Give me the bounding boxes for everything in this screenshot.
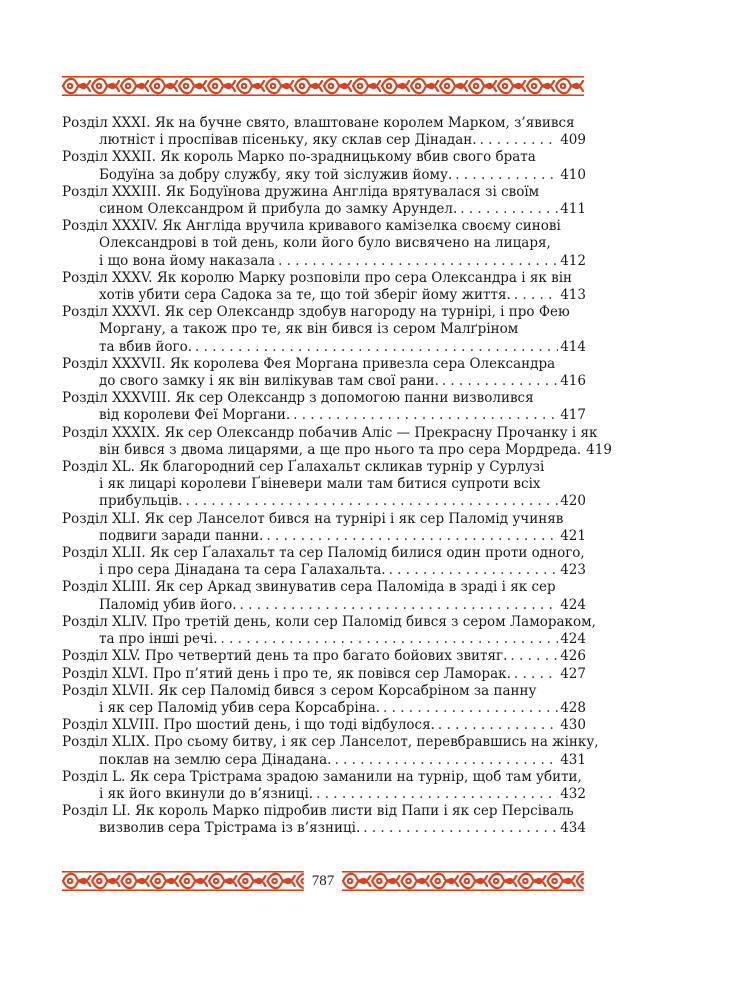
toc-entry-text: визволив сера Трістрама із в’язниці. [99, 820, 361, 837]
toc-entry-page: 426 [560, 648, 586, 665]
toc-entry-line [62, 666, 586, 683]
toc-entry-text: до свого замку і як він вилікував там свої рани. [99, 373, 439, 390]
toc-entry-line [62, 683, 586, 700]
toc-entry-text: і як лицарі королеви Ґвіневери мали там битися супроти всіх [99, 476, 541, 493]
toc-entry-line [62, 287, 586, 304]
leader-dots [360, 820, 558, 837]
toc-entry-page: 430 [560, 717, 586, 734]
leader-dots [183, 493, 559, 510]
toc-entry-line [62, 339, 586, 356]
toc-entry-line [62, 253, 586, 270]
toc-entry-line [62, 803, 586, 820]
leader-dots [380, 700, 558, 717]
toc-entry [62, 424, 612, 459]
toc-entry [62, 769, 586, 803]
toc-entry-line [62, 149, 586, 166]
toc-entry-line [62, 631, 586, 648]
leader-dots [263, 528, 558, 545]
toc-entry-page: 423 [560, 562, 586, 579]
toc-entry-line [62, 648, 586, 665]
toc-entry-page: 413 [560, 287, 586, 304]
toc-entry-text: Розділ XXXII. Як король Марко по-зрадницькому вбив свого брата [62, 149, 536, 166]
toc-entry-line [62, 769, 586, 786]
toc-entry-text: Моргану, а також про те, як він бився із сером Малґріном [99, 321, 519, 338]
toc-entry-line [62, 321, 586, 338]
toc-entry-text: від королеви Феї Моргани. [99, 407, 291, 424]
toc-entry-line [62, 390, 586, 407]
leader-dots [237, 597, 559, 614]
toc-entry-line [62, 562, 586, 579]
toc-entry-text: Розділ L. Як сера Трістрама зрадою заманили на турнір, щоб там убити, [62, 768, 582, 785]
bottom-ornament-footer [62, 870, 584, 892]
toc-entry-line [62, 407, 586, 424]
toc-entry-line [62, 459, 586, 476]
toc-entry-text: Розділ XXXVIII. Як сер Олександр з допомогою панни визволився [62, 390, 534, 407]
toc-entry [62, 666, 586, 683]
toc-entry [62, 648, 586, 665]
leader-dots [331, 752, 558, 769]
toc-entry-text: лютніст і проспівав пісеньку, яку склав сер Дінадан. [99, 132, 477, 149]
toc-entry [62, 683, 586, 717]
toc-entry-page: 419 [586, 441, 612, 458]
toc-entry-line [62, 373, 586, 390]
toc-entry-line [62, 700, 586, 717]
toc-entry-text: Розділ XXXIX. Як сер Олександр побачив Аліс — Прекрасну Прочанку і як [62, 424, 598, 441]
leader-dots [218, 631, 559, 648]
toc-entry-text: Паломід убив його. [99, 596, 237, 613]
toc-entry [62, 613, 596, 648]
toc-entry-text: Розділ XLIII. Як сер Аркад звинуватив сера Паломіда в зраді і як сер [62, 579, 556, 596]
toc-entry-text: та про інші речі. [99, 631, 218, 648]
toc-entry-text: та вбив його. [99, 338, 193, 355]
toc-entry-line [62, 734, 599, 751]
toc-entry-text: Бодуїна за добру службу, яку той зіслужив йому. [99, 166, 453, 183]
toc-entry-text: подвиги заради панни. [99, 527, 264, 544]
toc-entry-line [62, 476, 586, 493]
toc-entry-text: Розділ LI. Як король Марко підробив листи від Папи і як сер Персіваль [62, 803, 574, 820]
toc-entry-line [62, 441, 612, 459]
toc-entry-text: і як його вкинули до в’язниці. [99, 785, 314, 802]
toc-entry [62, 545, 586, 579]
table-of-contents [62, 115, 612, 838]
leader-dots [435, 717, 558, 734]
toc-entry-text: Розділ XLVI. Про п’ятий день і про те, як повівся сер Ламорак. [62, 665, 511, 682]
toc-entry-page: 428 [560, 699, 586, 716]
toc-entry-page: 414 [560, 338, 586, 355]
toc-entry [62, 356, 586, 390]
toc-entry-text: Розділ XLVIII. Про шостий день, і що тоді відбулося. [62, 717, 435, 734]
toc-entry-text: Розділ XXXVII. Як королева Фея Моргана привезла сера Олександра [62, 355, 556, 372]
toc-entry-line [62, 597, 586, 614]
toc-entry-text: Розділ XXXIV. Як Англіда вручила кривавого камізелка своєму синові [62, 218, 561, 235]
toc-entry-line [62, 356, 586, 373]
toc-entry-page: 409 [560, 132, 586, 149]
leader-dots [452, 167, 558, 184]
leader-dots [192, 339, 558, 356]
toc-entry-line [62, 115, 586, 132]
bottom-ornament-left [62, 870, 304, 892]
leader-dots [511, 666, 558, 683]
toc-entry-text: Розділ XLIV. Про третій день, коли сер Паломід бився з сером Ламораком, [62, 613, 596, 630]
toc-entry-line [62, 270, 586, 287]
toc-entry [62, 270, 586, 304]
toc-entry [62, 184, 586, 218]
toc-entry-line [62, 820, 586, 837]
toc-entry-line [62, 528, 586, 545]
toc-entry-page: 424 [560, 631, 586, 648]
leader-dots [386, 562, 559, 579]
toc-entry [62, 304, 586, 356]
toc-entry-line [62, 579, 586, 596]
leader-dots [477, 132, 559, 149]
toc-entry-text: і про сера Дінадана та сера Галахальта. [99, 562, 386, 579]
bottom-ornament-right [342, 870, 584, 892]
toc-entry-text: Розділ XLIX. Про сьому битву, і як сер Ланселот, перевбравшись на жінку, [62, 734, 599, 751]
toc-entry-line [62, 201, 586, 218]
toc-entry-line [62, 613, 596, 631]
toc-entry [62, 717, 586, 734]
toc-entry-text: сином Олександром й прибула до замку Арундел. [99, 201, 458, 218]
toc-entry-page: 421 [560, 527, 586, 544]
toc-entry-line [62, 786, 586, 803]
toc-entry-text: він бився з двома лицарями, а ще про нього та про сера Мордреда. [99, 441, 582, 458]
toc-entry-text: хотів убити сера Садока за те, що той зберіг йому життя. [99, 287, 511, 304]
toc-entry-page: 410 [560, 166, 586, 183]
toc-entry-page: 417 [560, 407, 586, 424]
toc-entry-text: Розділ XXXVI. Як сер Олександр здобув нагороду на турнірі, і про Фею [62, 304, 570, 321]
top-ornament-border [62, 75, 584, 97]
toc-entry-text: поклав на землю сера Дінадана. [99, 751, 332, 768]
toc-entry-page: 416 [560, 373, 586, 390]
toc-entry-text: Розділ XXXV. Як королю Марку розповіли про сера Олександра і як він [62, 269, 573, 286]
toc-entry-page: 412 [560, 252, 586, 269]
toc-entry-line [62, 493, 586, 510]
toc-entry-line [62, 132, 586, 149]
toc-entry [62, 115, 586, 149]
toc-entry-page: 431 [560, 751, 586, 768]
toc-entry-page: 411 [560, 201, 586, 218]
toc-entry-page: 432 [560, 785, 586, 802]
toc-entry-page: 424 [560, 596, 586, 613]
toc-entry-page: 427 [560, 665, 586, 682]
leader-dots [511, 287, 558, 304]
toc-entry-line [62, 717, 586, 734]
toc-entry-text: Розділ XLVII. Як сер Паломід бився з сером Корсабріном за панну [62, 682, 537, 699]
leader-dots [439, 373, 558, 390]
toc-entry-text: прибульців. [99, 493, 183, 510]
toc-entry [62, 218, 586, 270]
leader-dots [290, 407, 558, 424]
toc-entry-page: 434 [560, 820, 586, 837]
toc-entry [62, 803, 586, 837]
toc-entry-line [62, 752, 586, 769]
toc-entry-line [62, 235, 586, 252]
toc-entry [62, 149, 586, 183]
toc-entry-text: Розділ XLII. Як сер Ґалахальт та сер Паломід билися один проти одного, [62, 545, 585, 562]
toc-entry-line [62, 184, 586, 201]
toc-entry-text: Розділ XLI. Як сер Ланселот бився на турнірі і як сер Паломід учиняв [62, 510, 564, 527]
page-number: 787 [311, 873, 335, 889]
toc-entry-line [62, 304, 586, 321]
toc-entry-line [62, 424, 598, 442]
toc-entry-text: і що вона йому наказала [99, 252, 276, 269]
toc-entry-text: Розділ XLV. Про четвертий день та про багато бойових звитяг. [62, 648, 508, 665]
toc-entry [62, 390, 586, 424]
toc-entry-line [62, 218, 586, 235]
leader-dots [275, 253, 558, 270]
leader-dots [457, 201, 558, 218]
toc-entry-text: Олександрові в той день, коли його було висвячено на лицаря, [99, 235, 551, 252]
toc-entry-text: Розділ XXXI. Як на бучне свято, влаштоване королем Марком, з’явився [62, 115, 575, 131]
toc-entry [62, 579, 586, 613]
toc-entry-page: 420 [560, 493, 586, 510]
toc-entry [62, 511, 586, 545]
toc-entry [62, 734, 599, 768]
toc-entry-line [62, 511, 586, 528]
leader-dots [313, 786, 558, 803]
toc-entry-text: Розділ XL. Як благородний сер Ґалахальт скликав турнір у Сурлузі [62, 459, 545, 476]
toc-entry [62, 459, 586, 511]
toc-entry-text: Розділ XXXIII. Як Бодуїнова дружина Англіда врятувалася зі своїм [62, 183, 540, 200]
leader-dots [507, 648, 558, 665]
toc-entry-text: і як сер Паломід убив сера Корсабріна. [99, 699, 381, 716]
toc-entry-line [62, 545, 586, 562]
toc-entry-line [62, 167, 586, 184]
